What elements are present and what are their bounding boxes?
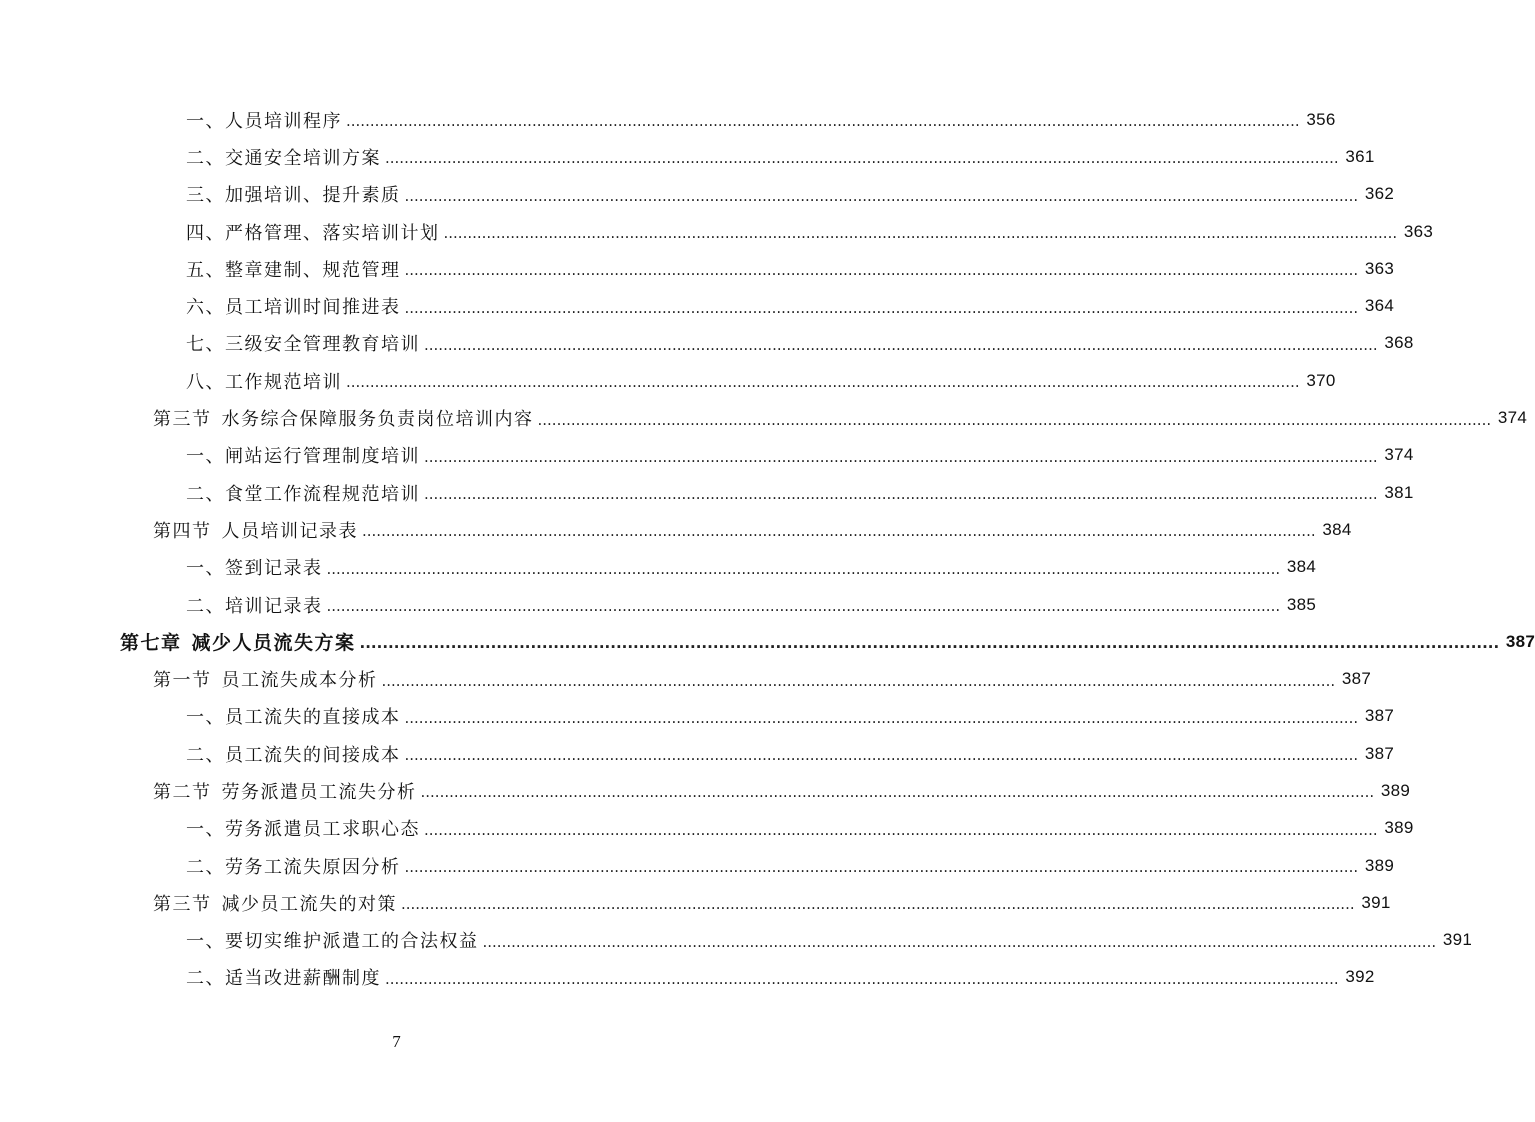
table-of-contents <box>0 101 1535 996</box>
toc-entry-label <box>186 815 420 841</box>
toc-entry-page: 356 <box>1306 109 1336 129</box>
toc-entry-leader-dots: ........................................................................................................................................................................................................ <box>404 261 1359 280</box>
toc-entry-page: 384 <box>1286 557 1317 577</box>
toc-entry-leader-dots: ........................................................................................................................................................................................................ <box>326 597 1281 615</box>
toc-entry-label <box>120 628 356 655</box>
toc-entry-page: 384 <box>1322 519 1352 539</box>
toc-entry-number: 二、 <box>186 595 225 617</box>
toc-entry-number: 三、 <box>186 185 225 207</box>
toc-entry-number: 一、 <box>186 446 225 468</box>
toc-entry-chapter[interactable] <box>0 623 1535 660</box>
toc-entry-number: 第一节 <box>153 670 212 692</box>
toc-entry-number: 第三节 <box>153 409 212 431</box>
toc-entry-label <box>186 592 323 618</box>
toc-entry-item[interactable] <box>0 698 1395 735</box>
toc-entry-section[interactable] <box>0 884 1391 921</box>
toc-entry-page: 389 <box>1364 855 1395 875</box>
toc-entry-title: 员工流失的间接成本 <box>225 744 401 766</box>
toc-entry-page: 385 <box>1286 594 1317 614</box>
toc-entry-leader-dots: ........................................................................................................................................................................................................ <box>443 224 1398 243</box>
toc-entry-label <box>186 330 420 356</box>
toc-entry-label <box>186 927 479 953</box>
toc-entry-page: 363 <box>1403 221 1434 241</box>
toc-entry-label <box>186 293 401 319</box>
toc-entry-title: 整章建制、规范管理 <box>225 259 401 281</box>
toc-entry-page: 368 <box>1384 333 1414 353</box>
toc-entry-item[interactable] <box>0 101 1336 138</box>
toc-entry-page: 392 <box>1345 967 1375 987</box>
toc-entry-number: 一、 <box>186 707 225 729</box>
toc-entry-label <box>186 181 401 207</box>
toc-entry-leader-dots: ........................................................................................................................................................................................................ <box>404 186 1359 205</box>
toc-entry-item[interactable] <box>0 362 1336 399</box>
toc-entry-number: 一、 <box>186 110 225 132</box>
toc-entry-label <box>186 964 381 990</box>
toc-entry-label <box>186 442 420 468</box>
toc-entry-title: 要切实维护派遣工的合法权益 <box>225 931 479 953</box>
toc-entry-item[interactable] <box>0 250 1395 287</box>
toc-entry-leader-dots: ........................................................................................................................................................................................................ <box>326 559 1281 578</box>
toc-entry-label <box>186 480 420 506</box>
toc-entry-label <box>186 368 342 394</box>
toc-entry-label <box>186 703 401 729</box>
toc-entry-label <box>186 741 401 767</box>
toc-entry-leader-dots: ........................................................................................................................................................................................................ <box>401 895 1355 914</box>
toc-entry-item[interactable] <box>0 474 1414 511</box>
toc-entry-page: 387 <box>1364 706 1395 726</box>
toc-entry-page: 364 <box>1364 296 1395 316</box>
toc-entry-title: 加强培训、提升素质 <box>225 185 401 207</box>
toc-entry-leader-dots: ........................................................................................................................................................................................................ <box>404 746 1359 765</box>
toc-entry-number: 五、 <box>186 259 225 281</box>
toc-entry-title: 劳务派遣员工求职心态 <box>225 819 420 841</box>
toc-entry-number: 二、 <box>186 856 225 878</box>
toc-entry-item[interactable] <box>0 810 1414 847</box>
toc-entry-number: 第三节 <box>153 893 212 915</box>
toc-entry-section[interactable] <box>0 399 1528 436</box>
toc-entry-leader-dots: ........................................................................................................................................................................................................ <box>359 634 1500 653</box>
toc-entry-title: 适当改进薪酬制度 <box>225 968 381 990</box>
toc-entry-page: 387 <box>1505 631 1535 651</box>
toc-entry-leader-dots: ........................................................................................................................................................................................................ <box>424 485 1378 504</box>
toc-entry-title: 员工流失成本分析 <box>221 670 378 692</box>
toc-entry-title: 三级安全管理教育培训 <box>225 334 420 356</box>
toc-entry-leader-dots: ........................................................................................................................................................................................................ <box>404 298 1359 317</box>
toc-entry-section[interactable] <box>0 511 1352 548</box>
toc-entry-item[interactable] <box>0 549 1317 586</box>
toc-entry-number: 四、 <box>186 222 225 244</box>
toc-entry-page: 381 <box>1384 482 1414 502</box>
toc-entry-number: 八、 <box>186 371 225 393</box>
toc-entry-item[interactable] <box>0 176 1395 213</box>
toc-entry-leader-dots: ........................................................................................................................................................................................................ <box>424 335 1378 354</box>
toc-entry-title: 食堂工作流程规范培训 <box>225 483 420 505</box>
toc-entry-leader-dots: ........................................................................................................................................................................................................ <box>346 112 1300 131</box>
toc-entry-title: 劳务工流失原因分析 <box>225 856 401 878</box>
toc-entry-page: 374 <box>1497 408 1528 428</box>
toc-entry-leader-dots: ........................................................................................................................................................................................................ <box>537 410 1492 429</box>
toc-entry-label <box>186 554 323 580</box>
toc-entry-leader-dots: ........................................................................................................................................................................................................ <box>424 447 1378 466</box>
toc-entry-item[interactable] <box>0 735 1395 772</box>
toc-entry-number: 二、 <box>186 744 225 766</box>
toc-entry-title: 工作规范培训 <box>225 371 342 393</box>
toc-entry-item[interactable] <box>0 847 1395 884</box>
toc-entry-leader-dots: ........................................................................................................................................................................................................ <box>381 671 1336 690</box>
toc-entry-page: 362 <box>1364 184 1395 204</box>
toc-entry-leader-dots: ........................................................................................................................................................................................................ <box>404 708 1359 727</box>
toc-entry-item[interactable] <box>0 325 1414 362</box>
toc-entry-page: 389 <box>1384 818 1414 838</box>
toc-entry-item[interactable] <box>0 922 1473 959</box>
toc-entry-item[interactable] <box>0 586 1317 623</box>
toc-entry-page: 391 <box>1361 892 1391 912</box>
toc-entry-title: 减少员工流失的对策 <box>221 893 397 915</box>
page-number: 7 <box>392 1032 401 1051</box>
toc-entry-title: 人员培训记录表 <box>221 520 358 542</box>
toc-entry-page: 387 <box>1364 743 1395 763</box>
toc-entry-title: 培训记录表 <box>225 595 323 617</box>
toc-entry-label <box>153 517 358 543</box>
toc-entry-page: 363 <box>1364 258 1395 278</box>
toc-entry-number: 第七章 <box>120 632 182 655</box>
toc-entry-label <box>186 219 440 245</box>
toc-entry-label <box>186 144 381 170</box>
toc-entry-label <box>153 666 378 692</box>
toc-entry-title: 交通安全培训方案 <box>225 147 381 169</box>
toc-entry-title: 劳务派遣员工流失分析 <box>221 781 417 803</box>
toc-entry-item[interactable] <box>0 437 1414 474</box>
toc-entry-label <box>153 890 397 916</box>
toc-entry-leader-dots: ........................................................................................................................................................................................................ <box>420 783 1375 802</box>
toc-entry-item[interactable] <box>0 959 1375 996</box>
toc-entry-title: 员工流失的直接成本 <box>225 707 401 729</box>
toc-entry-leader-dots: ........................................................................................................................................................................................................ <box>346 373 1300 392</box>
toc-entry-number: 二、 <box>186 147 225 169</box>
toc-entry-page: 391 <box>1442 930 1473 950</box>
toc-entry-leader-dots: ........................................................................................................................................................................................................ <box>424 820 1378 839</box>
toc-entry-page: 387 <box>1341 669 1372 689</box>
toc-entry-page: 374 <box>1384 445 1414 465</box>
toc-entry-title: 水务综合保障服务负责岗位培训内容 <box>221 409 534 431</box>
toc-entry-item[interactable] <box>0 213 1434 250</box>
toc-entry-title: 签到记录表 <box>225 558 323 580</box>
toc-entry-number: 一、 <box>186 819 225 841</box>
toc-entry-page: 370 <box>1306 370 1336 390</box>
toc-entry-title: 减少人员流失方案 <box>191 632 356 655</box>
toc-entry-item[interactable] <box>0 138 1375 175</box>
toc-entry-leader-dots: ........................................................................................................................................................................................................ <box>385 969 1339 988</box>
toc-entry-number: 一、 <box>186 558 225 580</box>
toc-entry-number: 第二节 <box>153 781 212 803</box>
toc-entry-title: 人员培训程序 <box>225 110 342 132</box>
toc-entry-section[interactable] <box>0 772 1411 809</box>
toc-entry-label <box>186 107 342 133</box>
toc-entry-number: 一、 <box>186 931 225 953</box>
toc-entry-title: 员工培训时间推进表 <box>225 297 401 319</box>
toc-entry-label <box>186 853 401 879</box>
toc-entry-page: 389 <box>1380 780 1411 800</box>
toc-entry-number: 六、 <box>186 297 225 319</box>
toc-entry-page: 361 <box>1345 146 1375 166</box>
toc-entry-title: 严格管理、落实培训计划 <box>225 222 440 244</box>
toc-entry-title: 闸站运行管理制度培训 <box>225 446 420 468</box>
toc-entry-label <box>186 256 401 282</box>
toc-entry-number: 第四节 <box>153 520 212 542</box>
toc-entry-item[interactable] <box>0 287 1395 324</box>
toc-entry-leader-dots: ........................................................................................................................................................................................................ <box>385 149 1339 168</box>
toc-entry-leader-dots: ........................................................................................................................................................................................................ <box>482 932 1437 951</box>
toc-entry-number: 二、 <box>186 483 225 505</box>
toc-entry-leader-dots: ........................................................................................................................................................................................................ <box>404 858 1359 877</box>
toc-entry-label <box>153 405 534 431</box>
toc-entry-leader-dots: ........................................................................................................................................................................................................ <box>362 522 1316 541</box>
toc-entry-section[interactable] <box>0 660 1372 697</box>
toc-entry-label <box>153 778 417 804</box>
toc-entry-number: 七、 <box>186 334 225 356</box>
toc-entry-number: 二、 <box>186 968 225 990</box>
